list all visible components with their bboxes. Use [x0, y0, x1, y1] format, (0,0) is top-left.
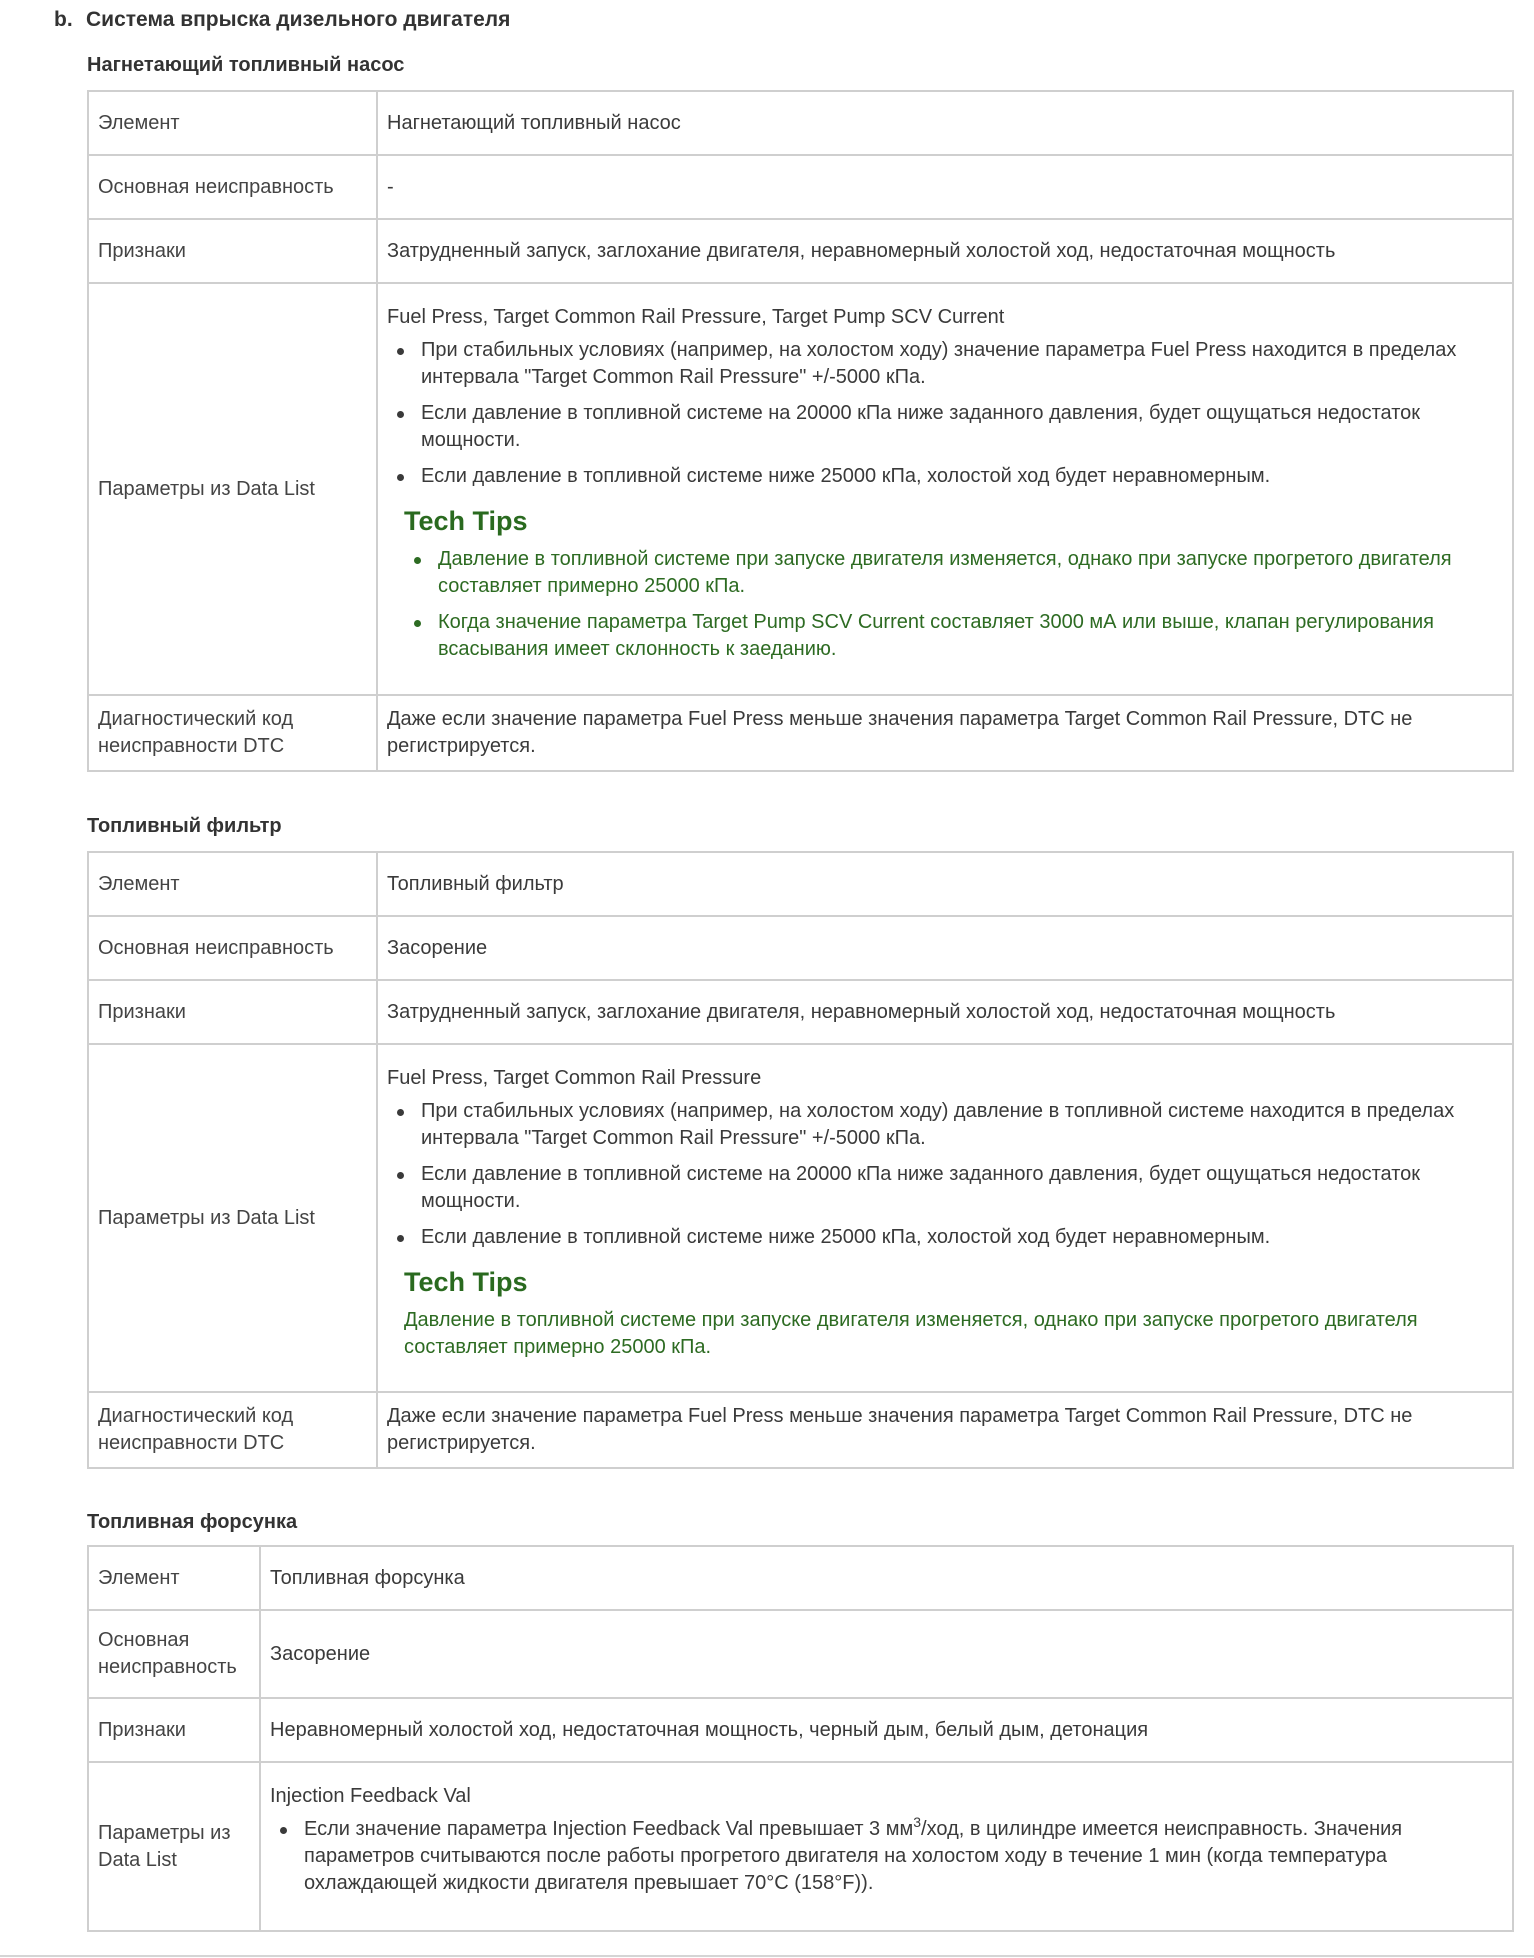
section-title-text: Система впрыска дизельного двигателя — [86, 8, 511, 31]
subtitle-fuel-filter: Топливный фильтр — [87, 815, 282, 837]
row-label: Основная неисправность — [88, 155, 377, 219]
tech-tips-text: Давление в топливной системе при запуске двигателя изменяется, однако при запуске прогретого двигателя составляет примерно 25000 кПа. — [404, 1309, 1418, 1358]
params-list — [270, 1816, 1503, 1897]
row-label: Признаки — [88, 980, 377, 1044]
row-value: Затрудненный запуск, заглохание двигателя, неравномерный холостой ход, недостаточная мощность — [377, 219, 1513, 283]
table-row — [88, 219, 1513, 283]
list-item: Если давление в топливной системе на 20000 кПа ниже заданного давления, будет ощущаться недостаток мощности. — [421, 1161, 1503, 1215]
params-head: Injection Feedback Val — [270, 1785, 471, 1807]
row-value: Затрудненный запуск, заглохание двигателя, неравномерный холостой ход, недостаточная мощность — [377, 980, 1513, 1044]
table-fuel-filter — [87, 851, 1514, 1469]
table-row — [88, 91, 1513, 155]
row-label: Параметры из Data List — [88, 1044, 377, 1392]
row-value: Засорение — [260, 1610, 1513, 1698]
row-label: Основная неисправность — [88, 1610, 260, 1698]
superscript: 3 — [913, 1814, 922, 1830]
section-marker: b. — [54, 8, 73, 31]
list-item: Если давление в топливной системе ниже 25000 кПа, холостой ход будет неравномерным. — [421, 463, 1503, 490]
table-row — [88, 155, 1513, 219]
row-label: Признаки — [88, 219, 377, 283]
row-value — [377, 283, 1513, 695]
table-row — [88, 1546, 1513, 1610]
table-row — [88, 1392, 1513, 1468]
bullet-text-post: /ход, в цилиндре имеется неисправность. Значения параметров считываются после работы прогретого двигателя на холостом ходу в течение 1 мин (когда температура охлаждающей жидкости двигателя превышает 70°C (158°F)). — [304, 1818, 1403, 1894]
row-label: Элемент — [88, 91, 377, 155]
subtitle-injector: Топливная форсунка — [87, 1511, 298, 1533]
row-value: Даже если значение параметра Fuel Press меньше значения параметра Target Common Rail Pressure, DTC не регистрируется. — [377, 1392, 1513, 1468]
row-label: Параметры из Data List — [88, 283, 377, 695]
row-value: Засорение — [377, 916, 1513, 980]
list-item: Если давление в топливной системе на 20000 кПа ниже заданного давления, будет ощущаться недостаток мощности. — [421, 400, 1503, 454]
row-value: Топливная форсунка — [260, 1546, 1513, 1610]
row-label: Диагностический код неисправности DTC — [88, 1392, 377, 1468]
row-value: Даже если значение параметра Fuel Press меньше значения параметра Target Common Rail Pressure, DTC не регистрируется. — [377, 695, 1513, 771]
row-value: - — [377, 155, 1513, 219]
list-item: Давление в топливной системе при запуске двигателя изменяется, однако при запуске прогретого двигателя составляет примерно 25000 кПа. — [438, 546, 1503, 600]
table-supply-pump — [87, 90, 1514, 772]
row-value — [377, 1044, 1513, 1392]
params-head: Fuel Press, Target Common Rail Pressure, Target Pump SCV Current — [387, 306, 1005, 328]
subtitle-supply-pump: Нагнетающий топливный насос — [87, 54, 405, 76]
params-list — [387, 1098, 1503, 1251]
row-value — [260, 1762, 1513, 1931]
row-label: Основная неисправность — [88, 916, 377, 980]
list-item: Когда значение параметра Target Pump SCV Current составляет 3000 мА или выше, клапан регулирования всасывания имеет склонность к заеданию. — [438, 609, 1503, 663]
bottom-divider — [0, 1955, 1534, 1957]
table-injector — [87, 1545, 1514, 1932]
params-list — [387, 337, 1503, 490]
list-item — [304, 1816, 1503, 1897]
table-row — [88, 1044, 1513, 1392]
table-row — [88, 283, 1513, 695]
tech-tips — [404, 504, 1503, 663]
row-value: Топливный фильтр — [377, 852, 1513, 916]
table-row — [88, 695, 1513, 771]
list-item: При стабильных условиях (например, на холостом ходу) давление в топливной системе находится в пределах интервала "Target Common Rail Pressure" +/-5000 кПа. — [421, 1098, 1503, 1152]
table-row — [88, 1698, 1513, 1762]
row-label: Элемент — [88, 852, 377, 916]
tech-tips-list — [404, 546, 1503, 663]
tech-tips-title: Tech Tips — [404, 1267, 528, 1297]
row-label: Диагностический код неисправности DTC — [88, 695, 377, 771]
bullet-text-pre: Если значение параметра Injection Feedback Val превышает 3 мм — [304, 1818, 914, 1840]
table-row — [88, 1610, 1513, 1698]
section-title — [54, 8, 510, 32]
list-item: Если давление в топливной системе ниже 25000 кПа, холостой ход будет неравномерным. — [421, 1224, 1503, 1251]
tech-tips — [404, 1265, 1503, 1361]
list-item: При стабильных условиях (например, на холостом ходу) значение параметра Fuel Press находится в пределах интервала "Target Common Rail Pressure" +/-5000 кПа. — [421, 337, 1503, 391]
row-label: Элемент — [88, 1546, 260, 1610]
tech-tips-title: Tech Tips — [404, 506, 528, 536]
params-head: Fuel Press, Target Common Rail Pressure — [387, 1067, 762, 1089]
row-value: Неравномерный холостой ход, недостаточная мощность, черный дым, белый дым, детонация — [260, 1698, 1513, 1762]
row-value: Нагнетающий топливный насос — [377, 91, 1513, 155]
table-row — [88, 980, 1513, 1044]
row-label: Параметры из Data List — [88, 1762, 260, 1931]
table-row — [88, 916, 1513, 980]
row-label: Признаки — [88, 1698, 260, 1762]
table-row — [88, 852, 1513, 916]
table-row — [88, 1762, 1513, 1931]
